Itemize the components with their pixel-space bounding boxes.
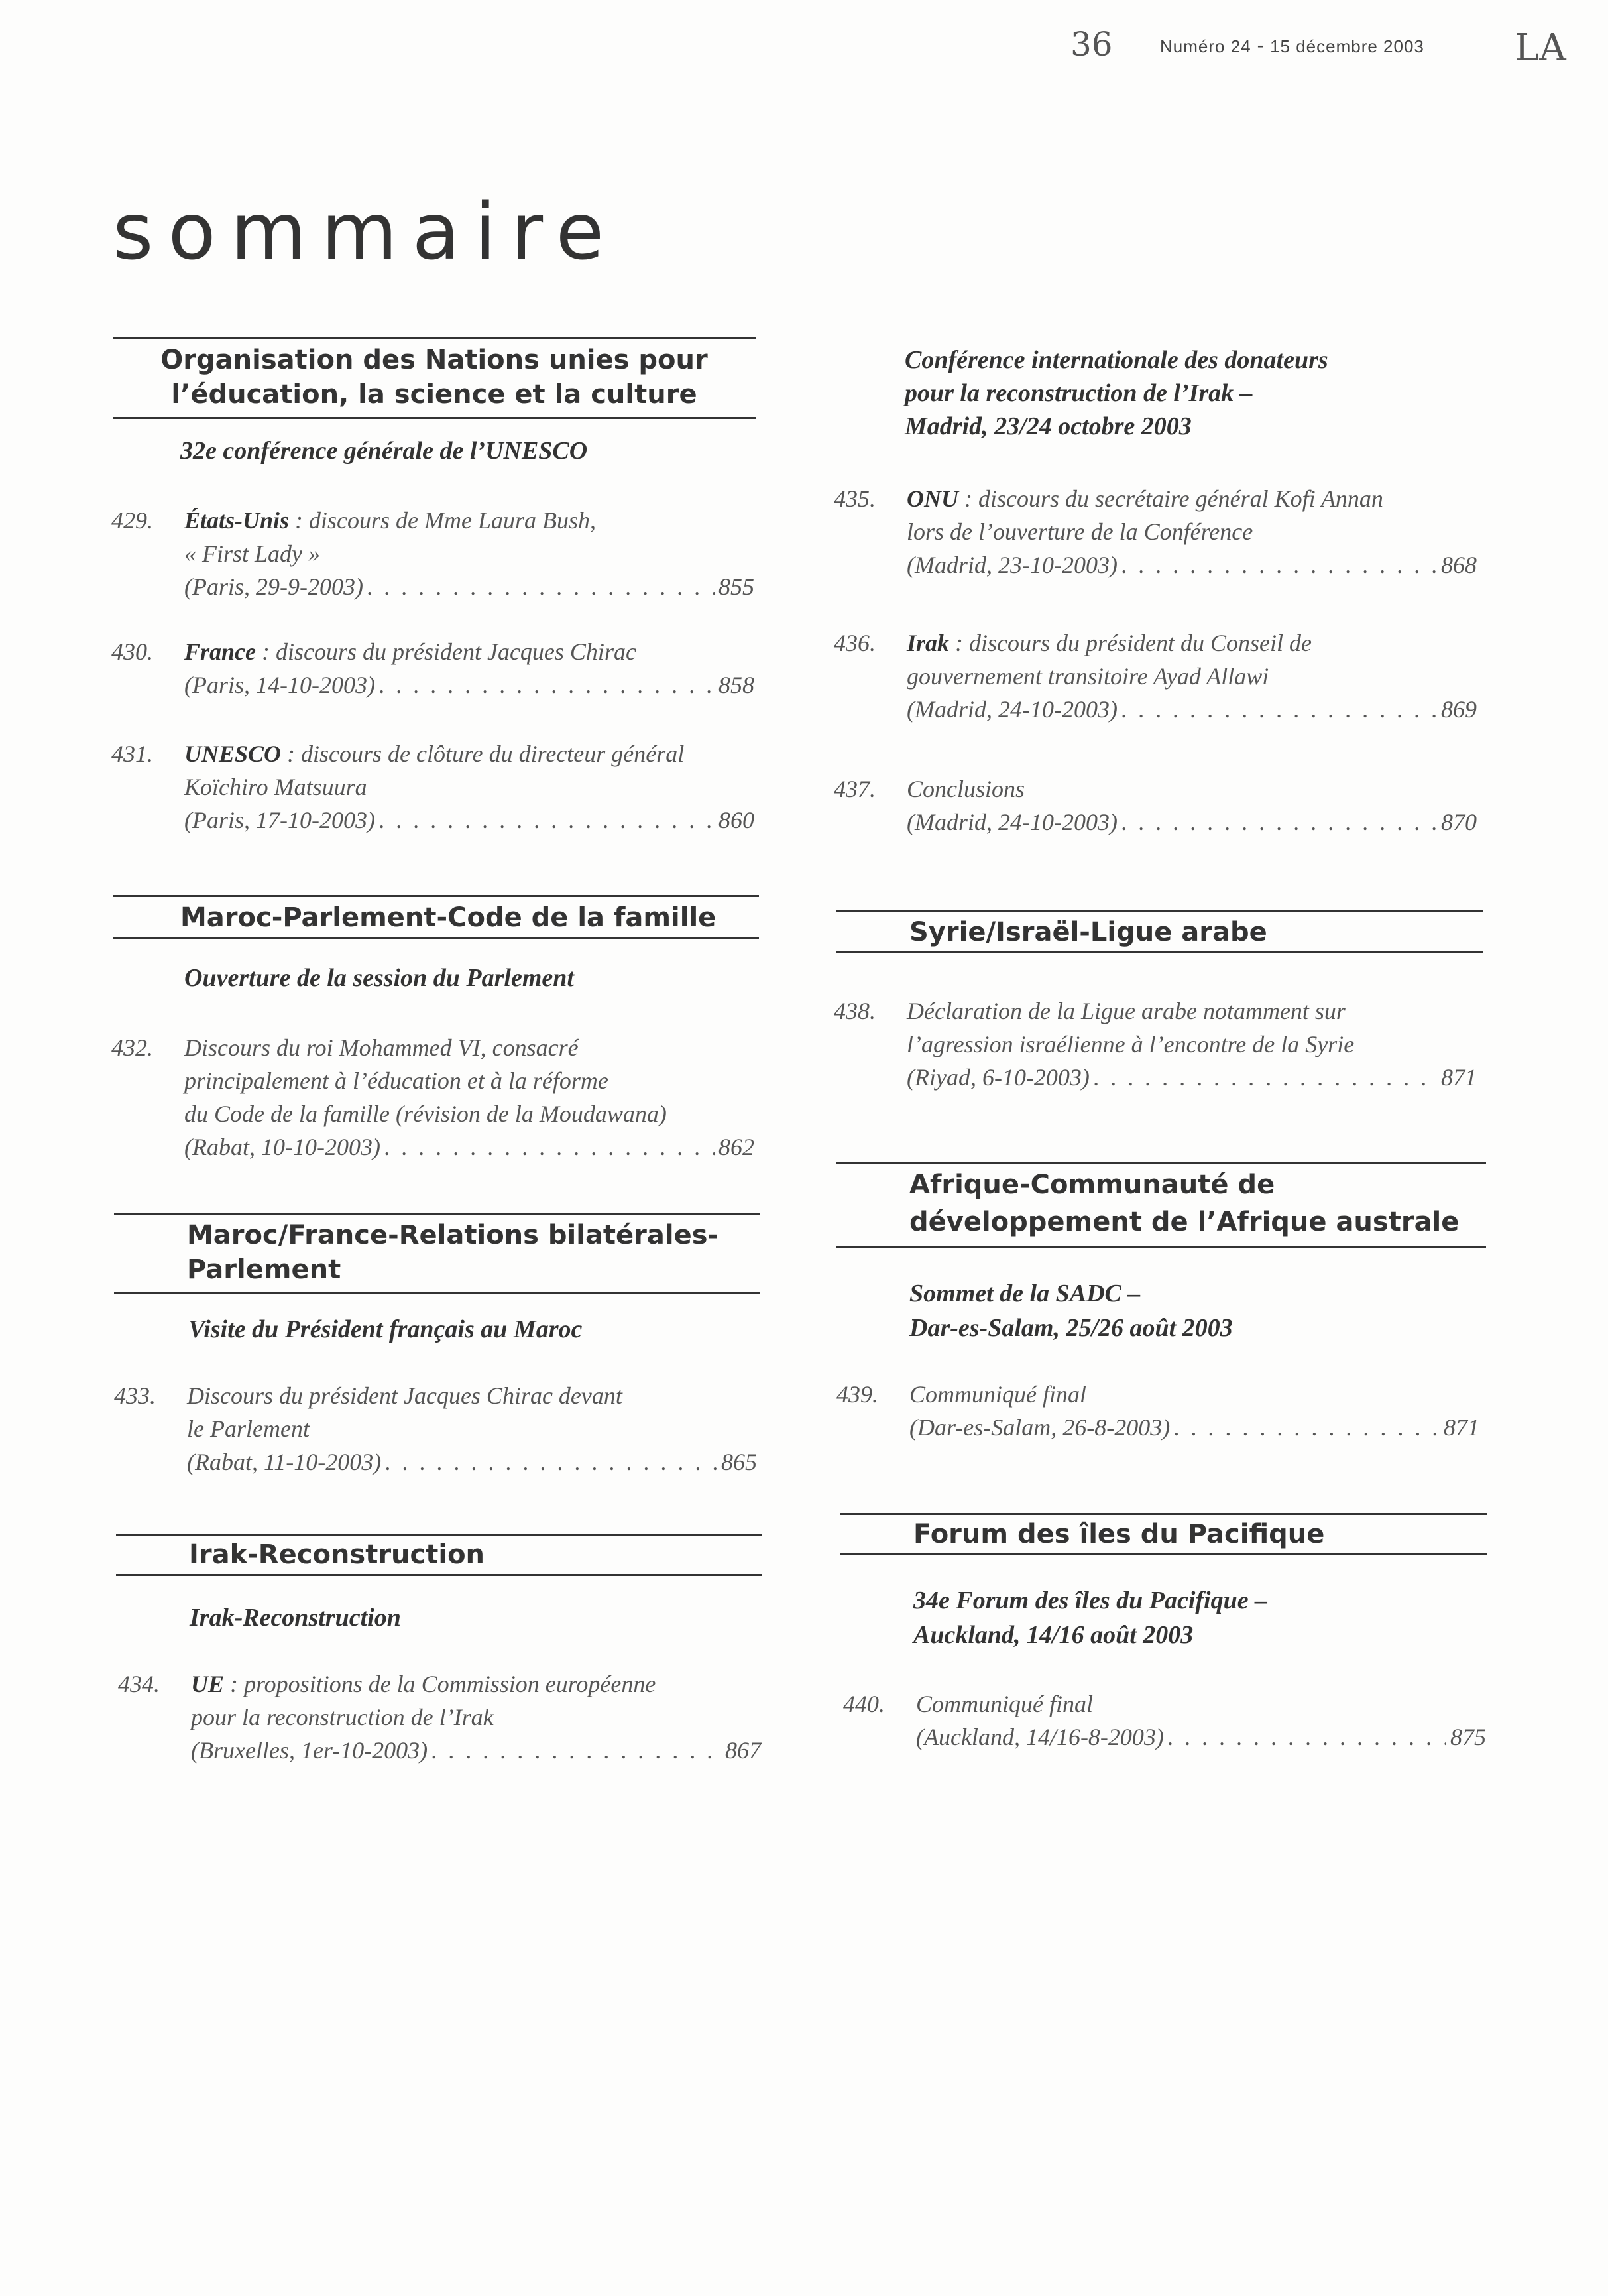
page-title: sommaire [113,186,619,277]
section-heading: Syrie/Israël-Ligue arabe [836,912,1483,953]
section-subtitle: Visite du Président français au Maroc [188,1315,583,1343]
entry-437[interactable]: 437. Conclusions (Madrid, 24-10-2003) . . . 870 [834,772,1483,839]
entry-440[interactable]: 440. Communiqué final (Auckland, 14/16-8-2003) . . . 875 [843,1687,1493,1754]
entry-436[interactable]: 436. Irak : discours du président du Conseil de gouvernement transitoire Ayad Allawi (Madrid, 24-10-2003) . . . 869 [834,627,1483,726]
section-subtitle: Irak-Reconstruction [190,1604,401,1632]
section-heading: Maroc/France-Relations bilatérales- Parlement [114,1215,760,1294]
entry-439[interactable]: 439. Communiqué final (Dar-es-Salam, 26-8-2003) . . . 871 [836,1378,1486,1444]
section-afrique-subtitle: Sommet de la SADC – Dar-es-Salam, 25/26 août 2003 [909,1280,1233,1342]
section-pacifique-subtitle: 34e Forum des îles du Pacifique – Auckland, 14/16 août 2003 [913,1587,1268,1649]
handwritten-page-number: 36 [1070,25,1113,64]
section-maroc-france [114,1213,760,1294]
entry-433[interactable]: 433. Discours du président Jacques Chirac devant le Parlement (Rabat, 11-10-2003) . . . 865 [114,1379,764,1479]
entry-429[interactable]: 429. États-Unis : discours de Mme Laura Bush, « First Lady » (Paris, 29-9-2003) . . . 855 [111,504,761,603]
entry-431[interactable]: 431. UNESCO : discours de clôture du directeur général Koïchiro Matsuura (Paris, 17-10-2003) . . . 860 [111,737,761,837]
handwritten-mark: LA [1515,27,1566,70]
issue-date: 15 décembre 2003 [1270,36,1424,56]
section-heading: Irak-Reconstruction [116,1536,762,1576]
issue-number: Numéro 24 [1160,36,1251,56]
section-heading: Afrique-Communauté de développement de l’Afrique australe [836,1164,1486,1248]
section-irak [116,1534,762,1576]
section-madrid-subtitle: Conférence internationale des donateurs pour la reconstruction de l’Irak – Madrid, 23/24 octobre 2003 [905,346,1328,440]
entry-434[interactable]: 434. UE : propositions de la Commission européenne pour la reconstruction de l’Irak (Bruxelles, 1er-10-2003) . . . 867 [118,1667,768,1767]
section-afrique [836,1162,1486,1248]
section-heading: Organisation des Nations unies pour l’éducation, la science et la culture [113,339,756,419]
entry-430[interactable]: 430. France : discours du président Jacques Chirac (Paris, 14-10-2003) . . . 858 [111,635,761,701]
issue-header: Numéro 24 - 15 décembre 2003 [1160,33,1424,57]
section-syrie [836,910,1483,953]
section-subtitle: Ouverture de la session du Parlement [184,964,574,992]
entry-432[interactable]: 432. Discours du roi Mohammed VI, consacré principalement à l’éducation et à la réforme du Code de la famille (révision de la Moudawana) (Rabat, 10-10-2003) . . . 862 [111,1031,761,1164]
section-pacifique [840,1513,1487,1555]
entry-438[interactable]: 438. Déclaration de la Ligue arabe notamment sur l’agression israélienne à l’encontre de la Syrie (Riyad, 6-10-2003) . . . 871 [834,995,1483,1094]
section-subtitle: 32e conférence générale de l’UNESCO [180,437,588,465]
section-heading: Forum des îles du Pacifique [840,1515,1487,1555]
section-unesco [113,337,756,419]
entry-435[interactable]: 435. ONU : discours du secrétaire général Kofi Annan lors de l’ouverture de la Conférence (Madrid, 23-10-2003) . . . 868 [834,482,1483,581]
section-heading: Maroc-Parlement-Code de la famille [113,897,759,939]
section-maroc-famille [113,895,759,939]
